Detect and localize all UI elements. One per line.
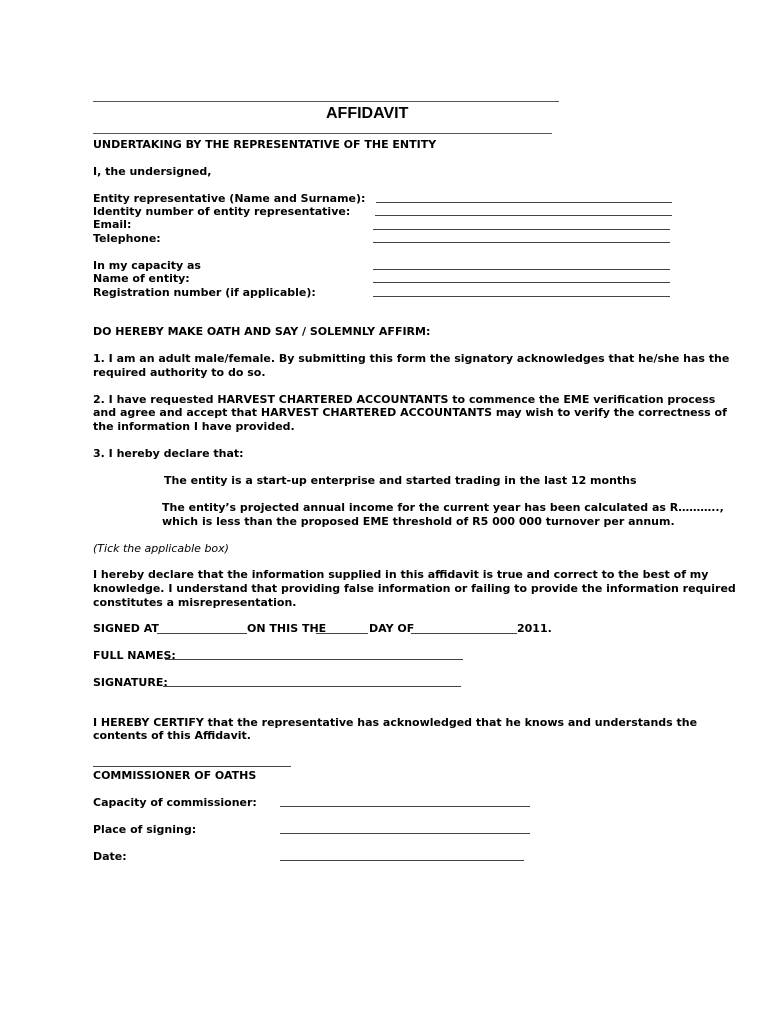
para2-line1: 2. I have requested HARVEST CHARTERED ACCOUNTANTS to commence the EME verification process bbox=[93, 393, 716, 406]
field-label-entity-name: Name of entity: bbox=[93, 272, 190, 285]
registration-line[interactable] bbox=[373, 296, 670, 297]
signature-line[interactable] bbox=[163, 686, 461, 687]
id-number-line[interactable] bbox=[375, 215, 672, 216]
declaration-line1: I hereby declare that the information supplied in this affidavit is true and correct to the best of my bbox=[93, 568, 709, 581]
para1-line2: required authority to do so. bbox=[93, 366, 266, 379]
field-label-capacity: In my capacity as bbox=[93, 259, 201, 272]
full-names-line[interactable] bbox=[165, 659, 463, 660]
comm-date-label: Date: bbox=[93, 850, 127, 863]
commissioner-signature-line[interactable] bbox=[93, 766, 291, 767]
para1-line1: 1. I am an adult male/female. By submitting this form the signatory acknowledges that he/she has the bbox=[93, 352, 730, 365]
commissioner-heading: COMMISSIONER OF OATHS bbox=[93, 769, 257, 782]
comm-place-label: Place of signing: bbox=[93, 823, 197, 836]
top-rule bbox=[93, 101, 559, 102]
certify-line1: I HEREBY CERTIFY that the representative has acknowledged that he knows and understands the bbox=[93, 716, 698, 729]
signature-label: SIGNATURE: bbox=[93, 676, 168, 689]
signed-at-label: SIGNED AT bbox=[93, 622, 159, 635]
field-label-rep-name: Entity representative (Name and Surname): bbox=[93, 192, 366, 205]
telephone-line[interactable] bbox=[373, 242, 670, 243]
field-label-telephone: Telephone: bbox=[93, 232, 161, 245]
capacity-line[interactable] bbox=[373, 269, 670, 270]
option-income-line2: which is less than the proposed EME threshold of R5 000 000 turnover per annum. bbox=[162, 515, 675, 528]
tick-instruction: (Tick the applicable box) bbox=[93, 542, 229, 555]
signed-at-line[interactable] bbox=[157, 633, 247, 634]
document-subtitle: UNDERTAKING BY THE REPRESENTATIVE OF THE ENTITY bbox=[93, 138, 437, 151]
year-text: 2011. bbox=[517, 622, 552, 635]
declaration-line3: constitutes a misrepresentation. bbox=[93, 596, 297, 609]
declaration-line2: knowledge. I understand that providing false information or failing to provide the information required bbox=[93, 582, 736, 595]
para2-line3: the information I have provided. bbox=[93, 420, 295, 433]
on-this-label: ON THIS THE bbox=[247, 622, 327, 635]
field-label-registration: Registration number (if applicable): bbox=[93, 286, 316, 299]
certify-line2: contents of this Affidavit. bbox=[93, 729, 251, 742]
full-names-label: FULL NAMES: bbox=[93, 649, 176, 662]
day-of-label: DAY OF bbox=[369, 622, 415, 635]
comm-place-line[interactable] bbox=[280, 833, 530, 834]
entity-name-line[interactable] bbox=[373, 282, 670, 283]
document-title: AFFIDAVIT bbox=[326, 105, 409, 122]
field-label-email: Email: bbox=[93, 218, 132, 231]
month-line[interactable] bbox=[411, 633, 517, 634]
comm-capacity-line[interactable] bbox=[280, 806, 530, 807]
option-income-line1[interactable]: The entity’s projected annual income for the current year has been calculated as R……….., bbox=[162, 501, 724, 514]
undersigned-text: I, the undersigned, bbox=[93, 165, 212, 178]
oath-heading: DO HEREBY MAKE OATH AND SAY / SOLEMNLY AFFIRM: bbox=[93, 325, 431, 338]
comm-capacity-label: Capacity of commissioner: bbox=[93, 796, 257, 809]
para3: 3. I hereby declare that: bbox=[93, 447, 244, 460]
field-label-id-number: Identity number of entity representative: bbox=[93, 205, 351, 218]
email-line[interactable] bbox=[373, 229, 670, 230]
rep-name-line[interactable] bbox=[376, 202, 672, 203]
title-rule bbox=[93, 133, 552, 134]
para2-line2: and agree and accept that HARVEST CHARTERED ACCOUNTANTS may wish to verify the correctness of bbox=[93, 406, 727, 419]
comm-date-line[interactable] bbox=[280, 860, 524, 861]
day-line[interactable] bbox=[316, 633, 368, 634]
option-startup[interactable]: The entity is a start-up enterprise and started trading in the last 12 months bbox=[164, 474, 637, 487]
